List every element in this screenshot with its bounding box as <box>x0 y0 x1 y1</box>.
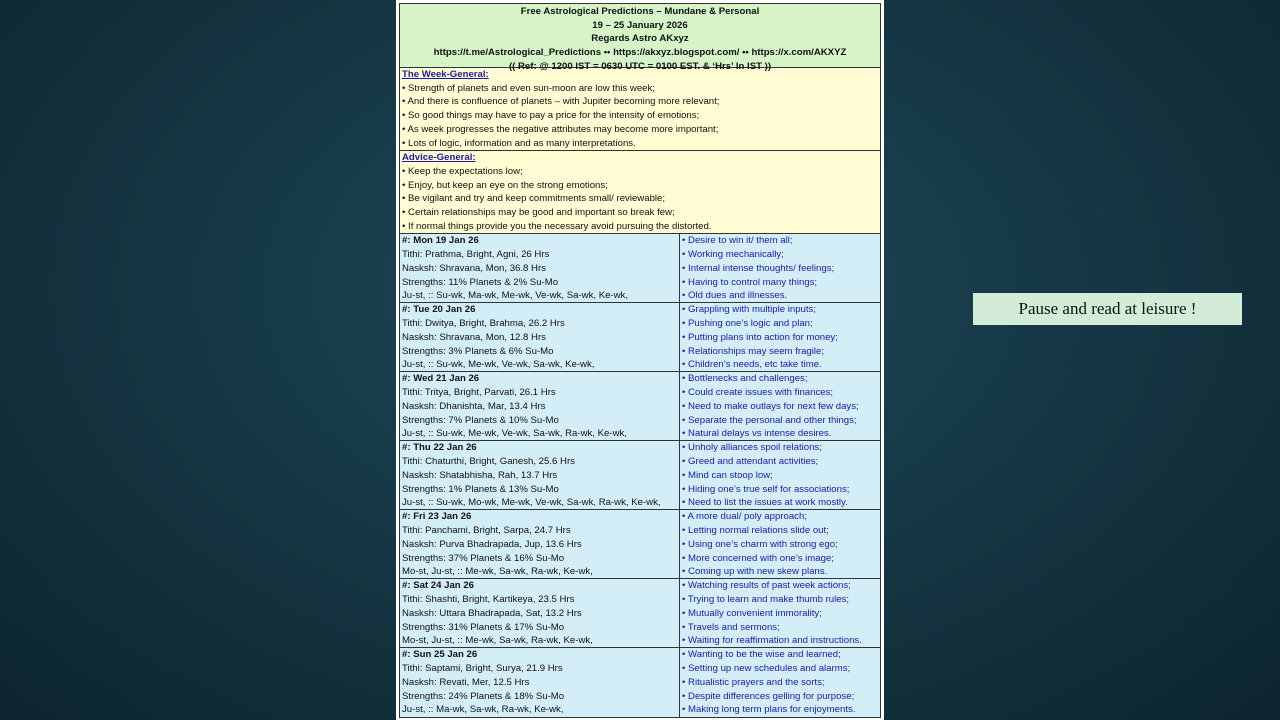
bullet-icon: • <box>682 359 686 371</box>
nakshatra-line: Nasksh: Shravana, Mon, 12.8 Hrs <box>402 331 546 343</box>
strengths-line: Strengths: 1% Planets & 13% Su-Mo <box>402 483 559 495</box>
bullet-icon: • <box>402 220 406 232</box>
bullet-icon: • <box>682 690 686 702</box>
list-item: • Wanting to be the wise and learned; <box>682 649 841 661</box>
list-item: • And there is confluence of planets – with Jupiter becoming more relevant; <box>402 96 720 108</box>
list-item: • As week progresses the negative attributes may become more important; <box>402 123 719 135</box>
list-item: • Could create issues with finances; <box>682 387 834 399</box>
bullet-icon: • <box>682 552 686 564</box>
strengths-line: Strengths: 11% Planets & 2% Su-Mo <box>402 276 559 288</box>
day-details <box>400 234 680 302</box>
planet-status-line: Ju-st, :: Su-wk, Me-wk, Ve-wk, Sa-wk, Ra-wk, Ke-wk, <box>402 428 627 440</box>
list-item: • More concerned with one’s image; <box>682 552 834 564</box>
list-item: • Pushing one’s logic and plan; <box>682 318 813 330</box>
list-item: • Hiding one’s true self for associations; <box>682 483 850 495</box>
strengths-line: Strengths: 37% Planets & 16% Su-Mo <box>402 552 565 564</box>
day-row <box>400 648 880 717</box>
planet-status-line: Mo-st, Ju-st, :: Me-wk, Sa-wk, Ra-wk, Ke-wk, <box>402 635 593 647</box>
bullet-icon: • <box>402 110 406 122</box>
bullet-icon: • <box>682 704 686 716</box>
nakshatra-line: Nasksh: Shravana, Mon, 36.8 Hrs <box>402 262 546 274</box>
list-item: • Greed and attendant activities; <box>682 456 819 468</box>
bullet-icon: • <box>402 96 406 108</box>
bullet-icon: • <box>682 649 686 661</box>
nakshatra-line: Nasksh: Uttara Bhadrapada, Sat, 13.2 Hrs <box>402 607 582 619</box>
bullet-icon: • <box>682 331 686 343</box>
list-item: • Watching results of past week actions; <box>682 580 851 592</box>
list-item: • Keep the expectations low; <box>402 165 523 177</box>
strengths-line: Strengths: 3% Planets & 6% Su-Mo <box>402 345 554 357</box>
tithi-line: Tithi: Tritya, Bright, Parvati, 26.1 Hrs <box>402 387 556 399</box>
planet-status-line: Ju-st, :: Su-wk, Ma-wk, Me-wk, Ve-wk, Sa-wk, Ke-wk, <box>402 290 629 302</box>
planet-status-line: Mo-st, Ju-st, :: Me-wk, Sa-wk, Ra-wk, Ke-wk, <box>402 566 593 578</box>
list-item: • Old dues and illnesses. <box>682 290 788 302</box>
day-notes <box>680 234 880 302</box>
prediction-sheet <box>396 0 884 720</box>
list-item: • Ritualistic prayers and the sorts; <box>682 676 825 688</box>
bullet-icon: • <box>682 621 686 633</box>
bullet-icon: • <box>402 179 406 191</box>
bullet-icon: • <box>682 235 686 247</box>
list-item: • If normal things provide you the necessary avoid pursuing the distorted. <box>402 220 712 232</box>
list-item: • Children’s needs, etc take time. <box>682 359 822 371</box>
day-notes <box>680 579 880 647</box>
bullet-icon: • <box>682 580 686 592</box>
day-title: #: Wed 21 Jan 26 <box>402 373 480 385</box>
bullet-icon: • <box>682 442 686 454</box>
strengths-line: Strengths: 7% Planets & 10% Su-Mo <box>402 414 559 426</box>
bullet-icon: • <box>682 373 686 385</box>
list-item: • Strength of planets and even sun-moon are low this week; <box>402 82 655 94</box>
day-notes <box>680 510 880 578</box>
list-item: • Mind can stoop low; <box>682 469 773 481</box>
strengths-line: Strengths: 24% Planets & 18% Su-Mo <box>402 690 565 702</box>
day-title: #: Mon 19 Jan 26 <box>402 235 479 247</box>
list-item: • Making long term plans for enjoyments. <box>682 704 856 716</box>
planet-status-line: Ju-st, :: Ma-wk, Sa-wk, Ra-wk, Ke-wk, <box>402 704 564 716</box>
advice-general-section <box>400 151 880 234</box>
bullet-icon: • <box>682 276 686 288</box>
bullet-icon: • <box>682 511 686 523</box>
reference-line: (( Ref: @ 1200 IST = 0630 UTC = 0100 EST. & ‘Hrs’ In IST )) <box>508 60 772 72</box>
list-item: • Separate the personal and other things; <box>682 414 857 426</box>
nakshatra-line: Nasksh: Dhanishta, Mar, 13.4 Hrs <box>402 400 546 412</box>
tithi-line: Tithi: Shashti, Bright, Kartikeya, 23.5 Hrs <box>402 594 575 606</box>
regards-line: Regards Astro AKxyz <box>591 33 689 45</box>
day-title: #: Fri 23 Jan 26 <box>402 511 472 523</box>
tithi-line: Tithi: Prathma, Bright, Agni, 26 Hrs <box>402 249 550 261</box>
bullet-icon: • <box>682 594 686 606</box>
list-item: • Certain relationships may be good and important so break few; <box>402 207 675 219</box>
week-general-title: The Week-General: <box>402 69 489 80</box>
list-item: • Letting normal relations slide out; <box>682 525 829 537</box>
list-item: • Putting plans into action for money; <box>682 331 838 343</box>
list-item: • Working mechanically; <box>682 249 784 261</box>
list-item: • Mutually convenient immorality; <box>682 607 822 619</box>
nakshatra-line: Nasksh: Purva Bhadrapada, Jup, 13.6 Hrs <box>402 538 582 550</box>
list-item: • Natural delays vs intense desires. <box>682 428 832 440</box>
list-item: • Grappling with multiple inputs; <box>682 304 817 316</box>
day-details <box>400 303 680 371</box>
prediction-table <box>399 3 881 718</box>
bullet-icon: • <box>402 165 406 177</box>
list-item: • So good things may have to pay a price for the intensity of emotions; <box>402 110 700 122</box>
bullet-icon: • <box>402 82 406 94</box>
planet-status-line: Ju-st, :: Su-wk, Me-wk, Ve-wk, Sa-wk, Ke-wk, <box>402 359 595 371</box>
strengths-line: Strengths: 31% Planets & 17% Su-Mo <box>402 621 565 633</box>
list-item: • Be vigilant and try and keep commitments small/ reviewable; <box>402 193 666 205</box>
list-item: • Need to make outlays for next few days; <box>682 400 859 412</box>
bullet-icon: • <box>402 193 406 205</box>
list-item: • Travels and sermons; <box>682 621 780 633</box>
bullet-icon: • <box>682 469 686 481</box>
list-item: • Need to list the issues at work mostly. <box>682 497 848 509</box>
list-item: • Setting up new schedules and alarms; <box>682 663 851 675</box>
bullet-icon: • <box>682 607 686 619</box>
day-details <box>400 372 680 440</box>
day-notes <box>680 648 880 717</box>
bullet-icon: • <box>682 566 686 578</box>
day-details <box>400 510 680 578</box>
bullet-icon: • <box>402 123 406 135</box>
bullet-icon: • <box>402 207 406 219</box>
day-title: #: Tue 20 Jan 26 <box>402 304 476 316</box>
day-row <box>400 441 880 510</box>
pause-callout <box>973 293 1242 325</box>
bullet-icon: • <box>682 414 686 426</box>
day-details <box>400 579 680 647</box>
planet-status-line: Ju-st, :: Su-wk, Mo-wk, Me-wk, Ve-wk, Sa-wk, Ra-wk, Ke-wk, <box>402 497 661 509</box>
bullet-icon: • <box>682 456 686 468</box>
bullet-icon: • <box>682 304 686 316</box>
bullet-icon: • <box>682 249 686 261</box>
day-row <box>400 372 880 441</box>
bullet-icon: • <box>402 137 406 149</box>
bullet-icon: • <box>682 262 686 274</box>
days-container <box>400 234 880 717</box>
list-item: • Coming up with new skew plans. <box>682 566 828 578</box>
day-row <box>400 234 880 303</box>
nakshatra-line: Nasksh: Revati, Mer, 12.5 Hrs <box>402 676 530 688</box>
day-title: #: Sat 24 Jan 26 <box>402 580 474 592</box>
sheet-header <box>400 4 880 72</box>
list-item: • Waiting for reaffirmation and instructions. <box>682 635 862 647</box>
bullet-icon: • <box>682 635 686 647</box>
bullet-icon: • <box>682 318 686 330</box>
nakshatra-line: Nasksh: Shatabhisha, Rah, 13.7 Hrs <box>402 469 558 481</box>
bullet-icon: • <box>682 676 686 688</box>
callout-text: Pause and read at leisure ! <box>1018 299 1197 318</box>
list-item: • Internal intense thoughts/ feelings; <box>682 262 835 274</box>
list-item: • Unholy alliances spoil relations; <box>682 442 822 454</box>
links-line[interactable]: https://t.me/Astrological_Predictions •• https://akxyz.blogspot.com/ •• https://x.com/AKXYZ <box>433 47 847 59</box>
day-row <box>400 510 880 579</box>
day-details <box>400 441 680 509</box>
advice-general-title: Advice-General: <box>402 152 476 164</box>
date-range: 19 – 25 January 2026 <box>592 19 688 31</box>
list-item: • A more dual/ poly approach; <box>682 511 807 523</box>
tithi-line: Tithi: Dwitya, Bright, Brahma, 26.2 Hrs <box>402 318 565 330</box>
bullet-icon: • <box>682 428 686 440</box>
bullet-icon: • <box>682 345 686 357</box>
bullet-icon: • <box>682 290 686 302</box>
list-item: • Trying to learn and make thumb rules; <box>682 594 850 606</box>
tithi-line: Tithi: Chaturthi, Bright, Ganesh, 25.6 Hrs <box>402 456 575 468</box>
list-item: • Using one’s charm with strong ego; <box>682 538 838 550</box>
day-row <box>400 303 880 372</box>
list-item: • Having to control many things; <box>682 276 818 288</box>
bullet-icon: • <box>682 538 686 550</box>
list-item: • Lots of logic, information and as many interpretations. <box>402 137 636 149</box>
day-row <box>400 579 880 648</box>
sheet-title: Free Astrological Predictions – Mundane & Personal <box>520 6 760 17</box>
week-general-section <box>400 68 880 151</box>
day-notes <box>680 372 880 440</box>
tithi-line: Tithi: Panchami, Bright, Sarpa, 24.7 Hrs <box>402 525 571 537</box>
tithi-line: Tithi: Saptami, Bright, Surya, 21.9 Hrs <box>402 663 563 675</box>
bullet-icon: • <box>682 663 686 675</box>
list-item: • Enjoy, but keep an eye on the strong emotions; <box>402 179 608 191</box>
list-item: • Despite differences gelling for purpose; <box>682 690 855 702</box>
bullet-icon: • <box>682 497 686 509</box>
bullet-icon: • <box>682 483 686 495</box>
bullet-icon: • <box>682 400 686 412</box>
day-notes <box>680 303 880 371</box>
day-notes <box>680 441 880 509</box>
day-details <box>400 648 680 717</box>
bullet-icon: • <box>682 525 686 537</box>
bullet-icon: • <box>682 387 686 399</box>
day-title: #: Thu 22 Jan 26 <box>402 442 477 454</box>
list-item: • Bottlenecks and challenges; <box>682 373 808 385</box>
list-item: • Relationships may seem fragile; <box>682 345 825 357</box>
day-title: #: Sun 25 Jan 26 <box>402 649 478 661</box>
list-item: • Desire to win it/ them all; <box>682 235 793 247</box>
